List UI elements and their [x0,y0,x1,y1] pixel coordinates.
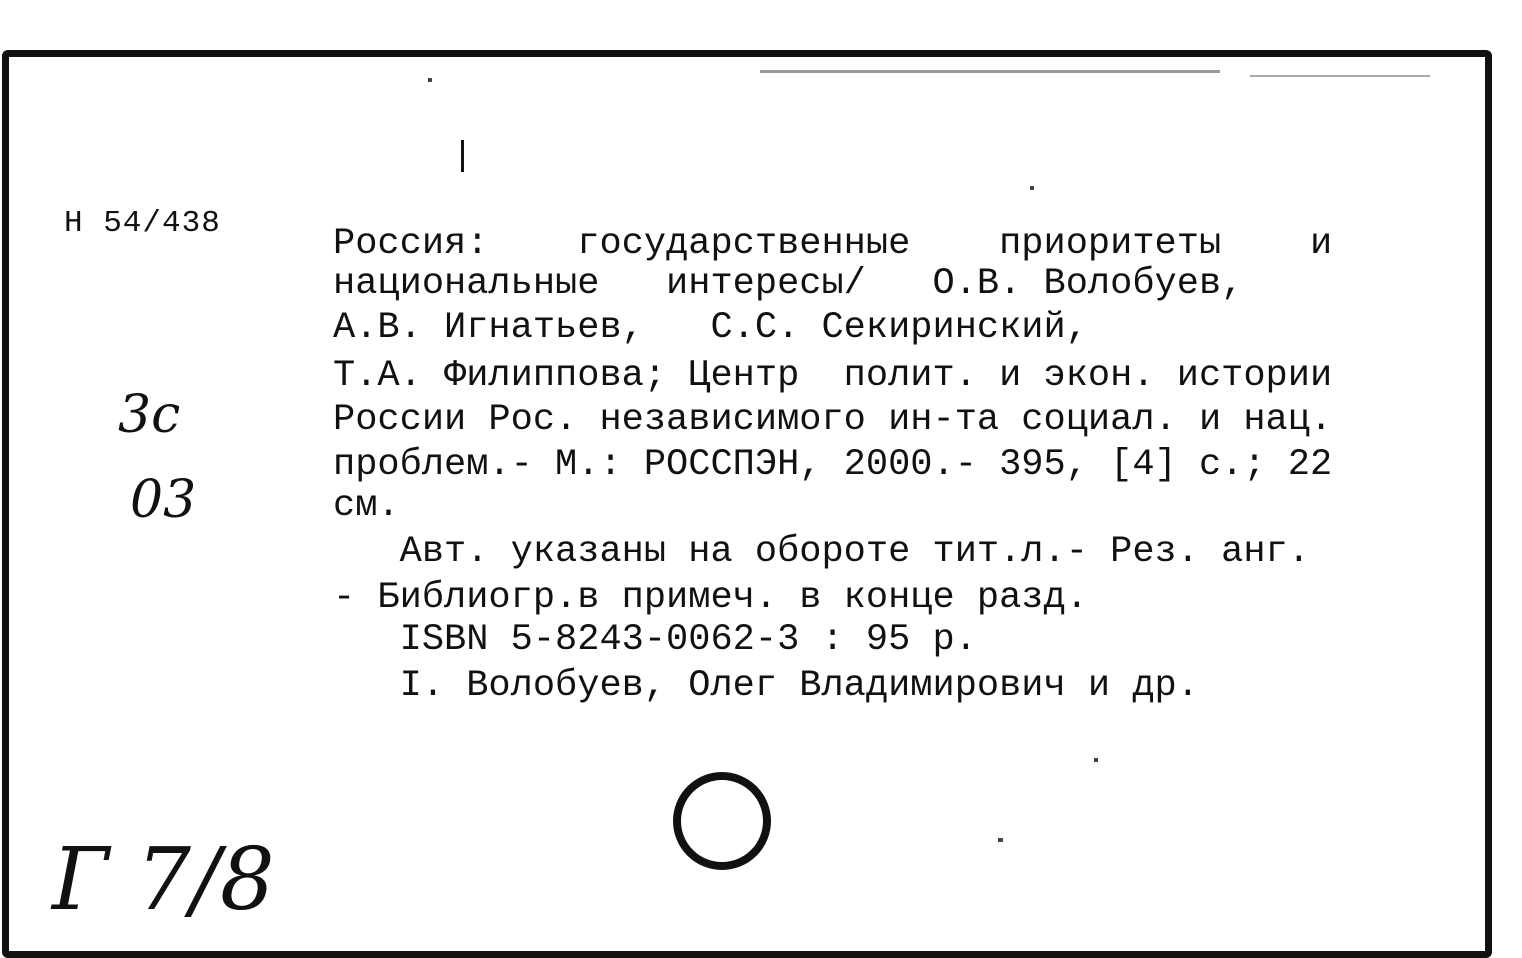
entry-line-5: России Рос. независимого ин-та социал. и нац. [333,399,1333,441]
scan-noise [1030,186,1034,190]
pencil-mark [461,140,464,172]
scan-noise [1094,758,1098,762]
entry-line-3: А.В. Игнатьев, С.С. Секиринский, [333,307,1088,349]
handwritten-mark-2: 03 [130,470,197,530]
entry-line-2: национальные интересы/ О.В. Волобуев, [333,263,1244,305]
entry-line-1: Россия: государственные приоритеты и [333,223,1333,265]
entry-line-7: см. [333,485,400,527]
scan-noise [428,78,432,82]
note-line-2: - Библиогр.в примеч. в конце разд. [333,577,1088,619]
shelf-mark: Н 54/438 [64,206,221,241]
handwritten-mark-3: Г 7/8 [52,830,275,930]
note-line-1: Авт. указаны на обороте тит.л.- Рез. анг. [333,531,1310,573]
note-line-4: I. Волобуев, Олег Владимирович и др. [333,665,1199,707]
handwritten-mark-1: 3c [118,385,181,445]
scan-noise [760,70,1220,73]
punch-hole-circle [673,772,771,870]
scan-noise [1250,75,1430,77]
note-line-3: ISBN 5-8243-0062-3 : 95 р. [333,619,977,661]
entry-line-4: Т.А. Филиппова; Центр полит. и экон. истории [333,355,1333,397]
entry-line-6: проблем.- М.: РОССПЭН, 2000.- 395, [4] с.; 22 [333,444,1333,486]
scan-noise [998,838,1003,842]
